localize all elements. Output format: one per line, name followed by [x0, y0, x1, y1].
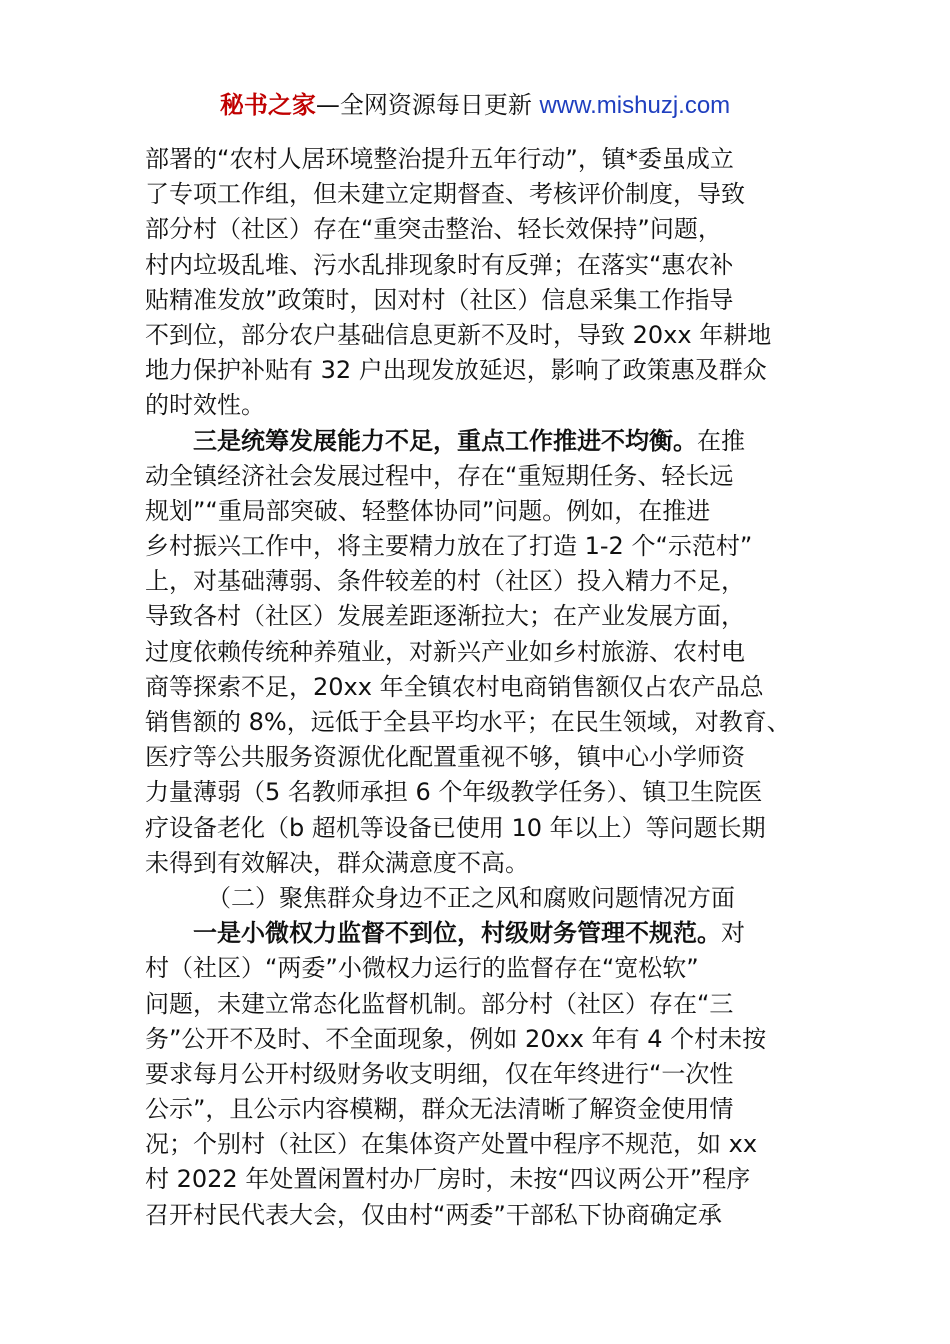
line-text: 力量薄弱（5 名教师承担 6 个年级教学任务）、镇卫生院医: [145, 778, 763, 807]
line-text: 要求每月公开村级财务收支明细，仅在年终进行“一次性: [145, 1059, 734, 1088]
line-text: 贴精准发放”政策时，因对村（社区）信息采集工作指导: [145, 285, 734, 314]
line-text: 对: [721, 919, 745, 948]
text-line: [145, 142, 810, 177]
text-line: [145, 1162, 810, 1197]
text-line: [145, 846, 810, 881]
text-line: [145, 283, 810, 318]
line-text: 未得到有效解决，群众满意度不高。: [145, 848, 529, 877]
text-line: [145, 212, 810, 247]
line-text: 过度依赖传统种养殖业，对新兴产业如乡村旅游、农村电: [145, 637, 745, 666]
line-text: 医疗等公共服务资源优化配置重视不够，镇中心小学师资: [145, 743, 745, 772]
line-text: （二）聚焦群众身边不正之风和腐败问题情况方面: [207, 883, 735, 912]
text-line: [145, 564, 810, 599]
line-text: 务”公开不及时、不全面现象，例如 20xx 年有 4 个村未按: [145, 1024, 767, 1053]
text-line: [145, 881, 810, 916]
site-header: [0, 88, 950, 123]
line-text: 公示”，且公示内容模糊，群众无法清晰了解资金使用情: [145, 1095, 734, 1124]
text-line: [145, 987, 810, 1022]
line-text: 不到位，部分农户基础信息更新不及时，导致 20xx 年耕地: [145, 320, 772, 349]
line-text: 导致各村（社区）发展差距逐渐拉大；在产业发展方面，: [145, 602, 745, 631]
line-text: 上，对基础薄弱、条件较差的村（社区）投入精力不足，: [145, 567, 745, 596]
line-text: 乡村振兴工作中，将主要精力放在了打造 1-2 个“示范村”: [145, 532, 753, 561]
text-line: [145, 353, 810, 388]
text-line: [145, 388, 810, 423]
text-line: [145, 248, 810, 283]
line-text: 部署的“农村人居环境整治提升五年行动”，镇*委虽成立: [145, 145, 734, 173]
line-text: 村内垃圾乱堆、污水乱排现象时有反弹；在落实“惠农补: [145, 250, 734, 279]
text-line: [145, 740, 810, 775]
text-line: [145, 635, 810, 670]
line-text: 在推: [697, 426, 745, 455]
text-line: [145, 1092, 810, 1127]
text-line: [145, 811, 810, 846]
text-line: [145, 1198, 810, 1233]
text-line: [145, 318, 810, 353]
bold-heading: 一是小微权力监督不到位，村级财务管理不规范。: [193, 919, 721, 948]
line-text: 销售额的 8%，远低于全县平均水平；在民生领域，对教育、: [145, 708, 791, 736]
text-line: [145, 916, 810, 951]
line-text: 村 2022 年处置闲置村办厂房时，未按“四议两公开”程序: [145, 1165, 751, 1194]
line-text: 的时效性。: [145, 391, 265, 420]
line-text: 地力保护补贴有 32 户出现发放延迟，影响了政策惠及群众: [145, 356, 767, 385]
line-text: 问题，未建立常态化监督机制。部分村（社区）存在“三: [145, 989, 734, 1018]
line-text: 部分村（社区）存在“重突击整治、轻长效保持”问题，: [145, 215, 722, 244]
header-tagline: —全网资源每日更新: [315, 91, 540, 119]
site-url[interactable]: www.mishuzj.com: [539, 92, 731, 119]
line-text: 规划”“重局部突破、轻整体协同”问题。例如，在推进: [145, 496, 711, 525]
text-line: [145, 670, 810, 705]
text-line: [145, 459, 810, 494]
line-text: 了专项工作组，但未建立定期督查、考核评价制度，导致: [145, 180, 745, 209]
line-text: 动全镇经济社会发展过程中，存在“重短期任务、轻长远: [145, 461, 734, 490]
line-text: 村（社区）“两委”小微权力运行的监督存在“宽松软”: [145, 954, 699, 983]
text-line: [145, 775, 810, 810]
text-line: [145, 951, 810, 986]
document-body: [145, 142, 810, 1233]
text-line: [145, 1022, 810, 1057]
text-line: [145, 705, 810, 740]
text-line: [145, 494, 810, 529]
bold-heading: 三是统筹发展能力不足，重点工作推进不均衡。: [193, 426, 697, 455]
line-text: 召开村民代表大会，仅由村“两委”干部私下协商确定承: [145, 1200, 722, 1229]
line-text: 疗设备老化（b 超机等设备已使用 10 年以上）等问题长期: [145, 813, 766, 842]
line-text: 况；个别村（社区）在集体资产处置中程序不规范，如 xx: [145, 1130, 758, 1159]
line-text: 商等探索不足，20xx 年全镇农村电商销售额仅占农产品总: [145, 672, 764, 701]
text-line: [145, 424, 810, 459]
text-line: [145, 177, 810, 212]
text-line: [145, 529, 810, 564]
text-line: [145, 599, 810, 634]
text-line: [145, 1057, 810, 1092]
text-line: [145, 1127, 810, 1162]
brand-name: 秘书之家: [219, 91, 316, 119]
